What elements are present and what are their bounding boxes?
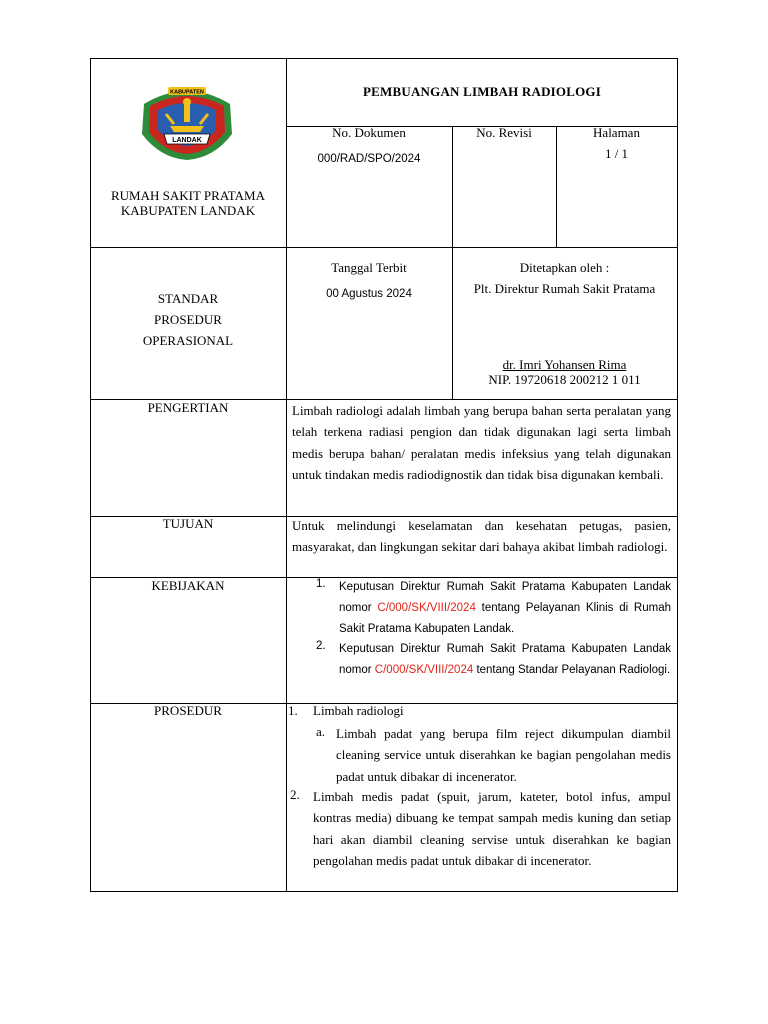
no-dokumen-label: No. Dokumen xyxy=(332,125,406,140)
kebijakan-item-1 xyxy=(339,577,671,640)
kebijakan-item-1-text-end: tentang Pelayanan Klinis di Rumah Sakit Pratama Kabupaten Landak. xyxy=(339,602,671,635)
tujuan-text: Untuk melindungi keselamatan dan kesehatan petugas, pasien, masyarakat, dan lingkungan sekitar dari bahaya akibat limbah radiologi. xyxy=(292,518,671,554)
pengertian-label: PENGERTIAN xyxy=(147,400,229,415)
col-divider xyxy=(286,58,287,892)
hospital-name-line2: KABUPATEN LANDAK xyxy=(120,203,256,218)
hospital-name-line1: RUMAH SAKIT PRATAMA xyxy=(110,188,266,203)
sop-label-line3: OPERASIONAL xyxy=(142,333,234,348)
tujuan-label: TUJUAN xyxy=(162,516,214,531)
table-border-left xyxy=(90,58,91,892)
kebijakan-item-1-number: 1. xyxy=(316,578,326,590)
prosedur-item-2-number: 2. xyxy=(290,787,300,802)
hospital-logo xyxy=(134,84,240,160)
prosedur-item-1a-letter: a. xyxy=(316,724,326,739)
table-border-bottom xyxy=(90,891,678,892)
col-divider xyxy=(556,126,557,247)
halaman-label: Halaman xyxy=(593,125,640,140)
prosedur-item-2-text: Limbah medis padat (spuit, jarum, kateter, botol infus, ampul kontras media) dibuang ke tempat sampah medis kuning dan setiap hari akan diambil cleaning servise untuk diserahkan ke bagian pengolahan medis padat untuk dibakar di incenerator. xyxy=(313,789,671,868)
ditetapkan-label: Ditetapkan oleh : xyxy=(519,260,610,275)
pengertian-text: Limbah radiologi adalah limbah yang berupa bahan serta peralatan yang telah terkena radiasi pengion dan tidak digunakan lagi serta limbah medis berupa bahan/ peralatan medis infeksius yang telah digunakan untuk tindakan medis radiodignostik dan tidak bisa digunakan kembali. xyxy=(292,403,671,482)
kebijakan-item-1-text: Keputusan Direktur Rumah Sakit Pratama Kabupaten Landak nomor xyxy=(339,581,671,614)
kebijakan-item-2 xyxy=(339,639,671,681)
sop-label-line1: STANDAR xyxy=(157,291,219,306)
signer-name: dr. Imri Yohansen Rima xyxy=(502,357,627,372)
halaman-value: 1 / 1 xyxy=(604,146,629,161)
svg-text:KABUPATEN: KABUPATEN xyxy=(170,89,204,96)
no-revisi-label: No. Revisi xyxy=(476,125,532,140)
kebijakan-item-2-text-end: tentang Standar Pelayanan Radiologi. xyxy=(473,664,671,676)
sop-label-line2: PROSEDUR xyxy=(154,312,222,327)
kebijakan-item-2-ref: C/000/SK/VIII/2024 xyxy=(374,664,474,676)
prosedur-label: PROSEDUR xyxy=(154,703,222,718)
kebijakan-item-1-ref: C/000/SK/VIII/2024 xyxy=(377,602,476,614)
table-border-right xyxy=(677,58,678,892)
prosedur-item-1-number: 1. xyxy=(288,703,298,718)
kebijakan-label: KEBIJAKAN xyxy=(151,578,225,593)
prosedur-item-1-title: Limbah radiologi xyxy=(313,703,404,718)
signer-nip: NIP. 19720618 200212 1 011 xyxy=(488,372,641,387)
svg-text:LANDAK: LANDAK xyxy=(172,137,202,144)
table-border-top xyxy=(90,58,678,59)
row-divider xyxy=(90,247,678,248)
document-title: PEMBUANGAN LIMBAH RADIOLOGI xyxy=(363,84,601,99)
kabupaten-landak-emblem-icon xyxy=(134,84,240,160)
prosedur-item-1a-text: Limbah padat yang berupa film reject dikumpulan diambil cleaning service untuk diserahkan ke bagian pengolahan medis padat untuk dibakar di incenerator. xyxy=(336,726,671,784)
tanggal-terbit-label: Tanggal Terbit xyxy=(331,260,407,275)
kebijakan-item-2-number: 2. xyxy=(316,640,326,652)
tanggal-terbit-value: 00 Agustus 2024 xyxy=(326,288,412,300)
kebijakan-item-2-text: Keputusan Direktur Rumah Sakit Pratama Kabupaten Landak nomor xyxy=(339,643,671,676)
no-dokumen-value: 000/RAD/SPO/2024 xyxy=(317,153,421,165)
ditetapkan-role: Plt. Direktur Rumah Sakit Pratama xyxy=(473,281,656,296)
